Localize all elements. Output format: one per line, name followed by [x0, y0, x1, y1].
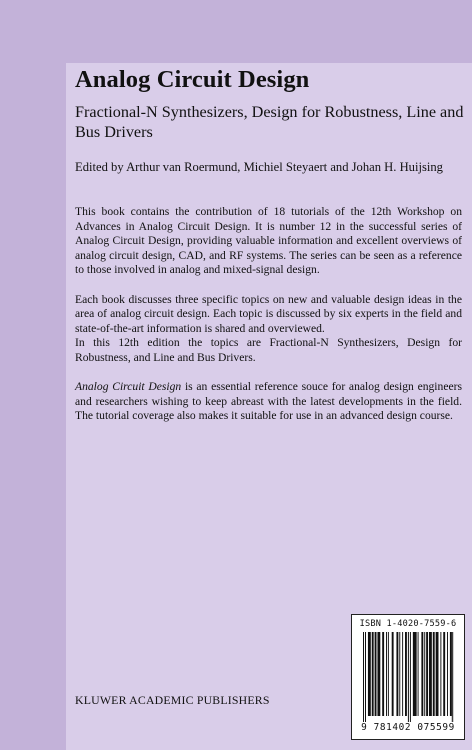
- barcode-bar: [372, 632, 374, 716]
- barcode-bar: [424, 632, 425, 716]
- barcode-bar: [365, 632, 366, 722]
- barcode-bar: [388, 632, 389, 716]
- barcode-bar: [408, 632, 409, 722]
- publisher-name: KLUWER ACADEMIC PUBLISHERS: [75, 693, 270, 707]
- book-title-italic: Analog Circuit Design: [75, 380, 182, 394]
- barcode-bar: [399, 632, 400, 716]
- ean-digits: 9 781402 075599: [361, 722, 455, 733]
- barcode-bar: [440, 632, 441, 716]
- barcode-bar: [436, 632, 439, 716]
- barcode-bar: [368, 632, 371, 716]
- book-subtitle: Fractional-N Synthesizers, Design for Robustness, Line and Bus Drivers: [75, 103, 464, 141]
- description-paragraph-1: This book contains the contribution of 18 tutorials of the 12th Workshop on Advances in Analog Circuit Design. It is number 12 in the successful series of Analog Circuit Design, providing valuable information and excellent overviews of analog circuit design, CAD, and RF systems. The series can be seen as a reference to those involved in analog and mixed-signal design.: [75, 205, 462, 277]
- barcode-box: [351, 614, 465, 740]
- barcode-bar: [382, 632, 384, 716]
- barcode-bar: [402, 632, 403, 716]
- editors-line: Edited by Arthur van Roermund, Michiel Steyaert and Johan H. Huijsing: [75, 160, 443, 174]
- barcode-bar: [375, 632, 377, 716]
- barcode-bar: [386, 632, 387, 716]
- barcode-bar: [392, 632, 394, 716]
- description: [75, 205, 462, 439]
- description-paragraph-3: In this 12th edition the topics are Fractional-N Synthesizers, Design for Robustness, and Line and Bus Drivers.: [75, 336, 462, 364]
- barcode-bar: [377, 632, 380, 716]
- book-title: Analog Circuit Design: [75, 66, 310, 93]
- barcode-bar: [405, 632, 407, 716]
- isbn-text: ISBN 1-4020-7559-6: [359, 619, 457, 629]
- barcode-bar: [447, 632, 448, 716]
- description-paragraph-4: [75, 380, 462, 424]
- barcode-bars: [362, 632, 454, 722]
- barcode-bar: [443, 632, 445, 716]
- barcode-bar: [413, 632, 417, 716]
- barcode-bar: [452, 632, 453, 722]
- barcode-bar: [418, 632, 419, 716]
- barcode-bar: [363, 632, 364, 722]
- barcode-bar: [450, 632, 452, 716]
- barcode-bar: [396, 632, 398, 716]
- barcode-bar: [421, 632, 423, 716]
- barcode-bar: [426, 632, 428, 716]
- barcode-bar: [410, 632, 411, 722]
- barcode-bar: [429, 632, 432, 716]
- barcode-bar: [433, 632, 435, 716]
- description-paragraph-2: Each book discusses three specific topics on new and valuable design ideas in the area of analog circuit design. Each topic is discussed by six experts in the field and state-of-the-art information is shared and overviewed.: [75, 292, 462, 335]
- description-paragraph-4-text: is an essential reference souce for analog design engineers and researchers wishing to keep abreast with the latest developments in the field. The tutorial coverage also makes it suitable for use in an advanced design course.: [75, 380, 462, 423]
